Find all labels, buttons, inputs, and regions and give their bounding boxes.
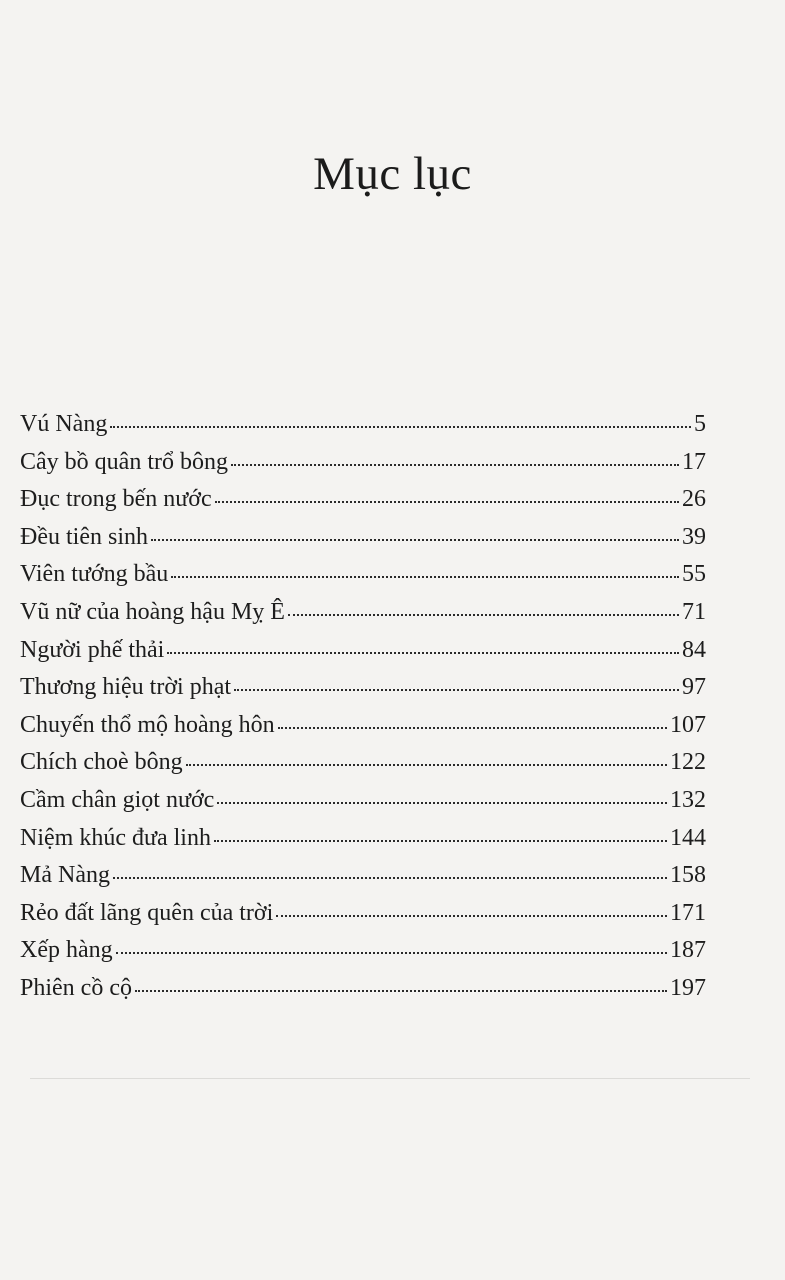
toc-entry-title: Đều tiên sinh — [20, 523, 148, 550]
toc-entry-page: 55 — [682, 561, 706, 588]
toc-leader-dots — [288, 610, 679, 616]
toc-entry-title: Xếp hàng — [20, 937, 113, 964]
toc-entry-page: 84 — [682, 636, 706, 663]
toc-leader-dots — [116, 948, 667, 954]
toc-leader-dots — [276, 911, 667, 917]
toc-entry-title: Chích choè bông — [20, 749, 183, 776]
page-title: Mục lục — [313, 148, 472, 200]
toc-entry — [20, 744, 706, 782]
toc-entry-title: Thương hiệu trời phạt — [20, 674, 232, 701]
toc-entry-title: Người phế thải — [20, 636, 165, 663]
toc-entry-title: Vú Nàng — [20, 411, 108, 437]
toc-leader-dots — [151, 535, 679, 541]
toc-leader-dots — [278, 723, 667, 729]
toc-leader-dots — [113, 873, 667, 879]
toc-entry-title: Viên tướng bầu — [20, 561, 169, 588]
toc-entry — [20, 970, 706, 1008]
toc-entry-page: 187 — [670, 937, 706, 964]
toc-leader-dots — [110, 422, 691, 428]
toc-entry-title: Cầm chân giọt nước — [20, 786, 215, 813]
toc-entry-page: 144 — [670, 824, 706, 851]
toc-entry-title: Chuyến thổ mộ hoàng hôn — [20, 711, 275, 738]
toc-leader-dots — [186, 760, 667, 766]
toc-entry-title: Vũ nữ của hoàng hậu Mỵ Ê — [20, 598, 285, 625]
toc-entry-page: 39 — [682, 523, 706, 550]
toc-entry-title: Phiên cồ cộ — [20, 974, 132, 1001]
toc-entry — [20, 556, 706, 594]
toc-entry — [20, 707, 706, 745]
toc-entry-title: Đục trong bến nước — [20, 486, 212, 513]
toc-entry — [20, 481, 706, 519]
toc-entry — [20, 895, 706, 933]
toc-entry-page: 97 — [682, 674, 706, 701]
toc-entry — [20, 857, 706, 895]
faint-divider — [30, 1078, 750, 1079]
toc-entry-page: 171 — [670, 899, 706, 926]
toc-leader-dots — [217, 798, 667, 804]
toc-leader-dots — [171, 572, 679, 578]
toc-entry — [20, 519, 706, 557]
toc-entry-title: Rẻo đất lãng quên của trời — [20, 899, 274, 926]
toc-entry-page: 158 — [670, 862, 706, 889]
toc-entry-page: 17 — [682, 448, 706, 475]
toc-entry-page: 197 — [670, 974, 706, 1001]
toc-leader-dots — [167, 648, 679, 654]
toc-entry — [20, 932, 706, 970]
toc-entry — [20, 669, 706, 707]
toc-entry-page: 122 — [670, 749, 706, 776]
toc-entry-page: 26 — [682, 486, 706, 513]
toc-leader-dots — [231, 460, 679, 466]
toc-entry — [20, 406, 706, 444]
toc-entry — [20, 632, 706, 670]
toc-entry — [20, 820, 706, 858]
toc-entry — [20, 444, 706, 482]
table-of-contents — [20, 406, 706, 1008]
toc-leader-dots — [135, 986, 667, 992]
toc-leader-dots — [214, 836, 667, 842]
toc-entry-title: Mả Nàng — [20, 862, 110, 889]
toc-entry-page: 132 — [670, 786, 706, 813]
toc-entry-title: Cây bồ quân trổ bông — [20, 448, 228, 475]
toc-entry-page: 71 — [682, 598, 706, 625]
toc-leader-dots — [215, 497, 679, 503]
toc-entry — [20, 782, 706, 820]
toc-entry — [20, 594, 706, 632]
toc-leader-dots — [234, 685, 679, 691]
toc-entry-title: Niệm khúc đưa linh — [20, 824, 211, 851]
toc-entry-page: 5 — [694, 411, 706, 437]
toc-entry-page: 107 — [670, 711, 706, 738]
